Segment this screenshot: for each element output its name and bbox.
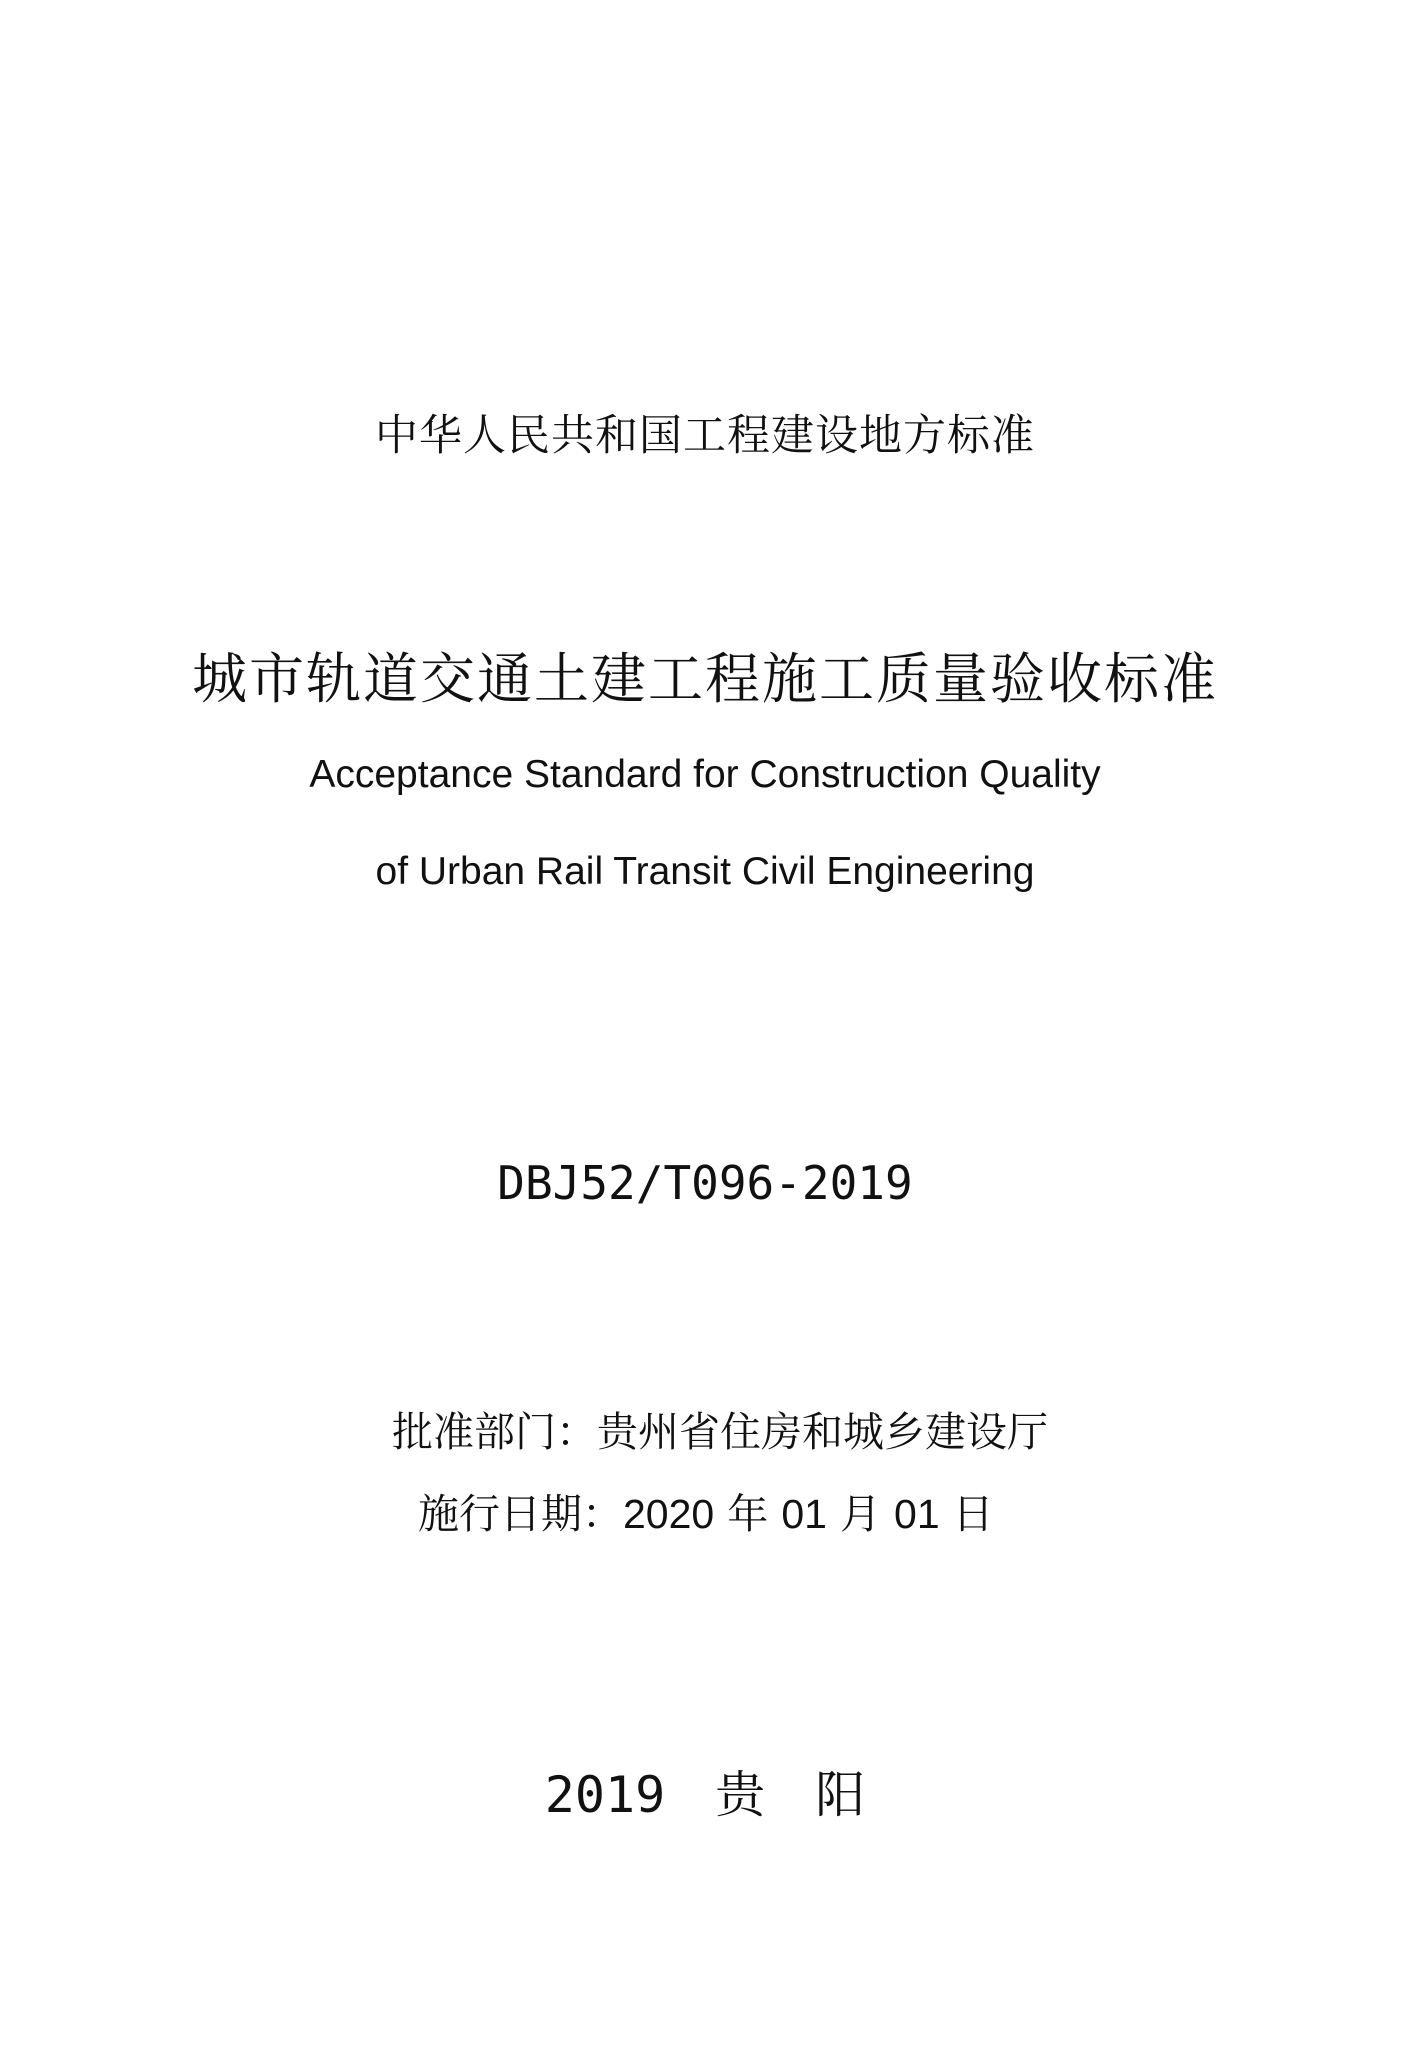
standard-code: DBJ52/T096-2019 [497, 1156, 913, 1210]
approval-department [392, 1408, 1048, 1456]
standard-category: 中华人民共和国工程建设地方标准 [375, 411, 1035, 461]
effective-year: 2020 [623, 1491, 715, 1537]
effective-day-unit: 日 [952, 1490, 994, 1538]
effective-date [418, 1490, 994, 1538]
publication-imprint: 2019 贵 阳 [544, 1766, 866, 1824]
document-title-english-line-2: of Urban Rail Transit Civil Engineering [375, 850, 1035, 893]
effective-month-unit: 月 [839, 1490, 881, 1538]
approval-value: 贵州省住房和城乡建设厅 [597, 1408, 1048, 1456]
document-title-chinese: 城市轨道交通土建工程施工质量验收标准 [191, 647, 1218, 711]
effective-day: 01 [894, 1491, 940, 1537]
effective-month: 01 [781, 1491, 827, 1537]
effective-year-unit: 年 [727, 1490, 769, 1538]
document-title-english-line-1: Acceptance Standard for Construction Quality [309, 753, 1101, 796]
approval-label: 批准部门： [392, 1408, 597, 1456]
effective-label: 施行日期： [418, 1490, 623, 1538]
